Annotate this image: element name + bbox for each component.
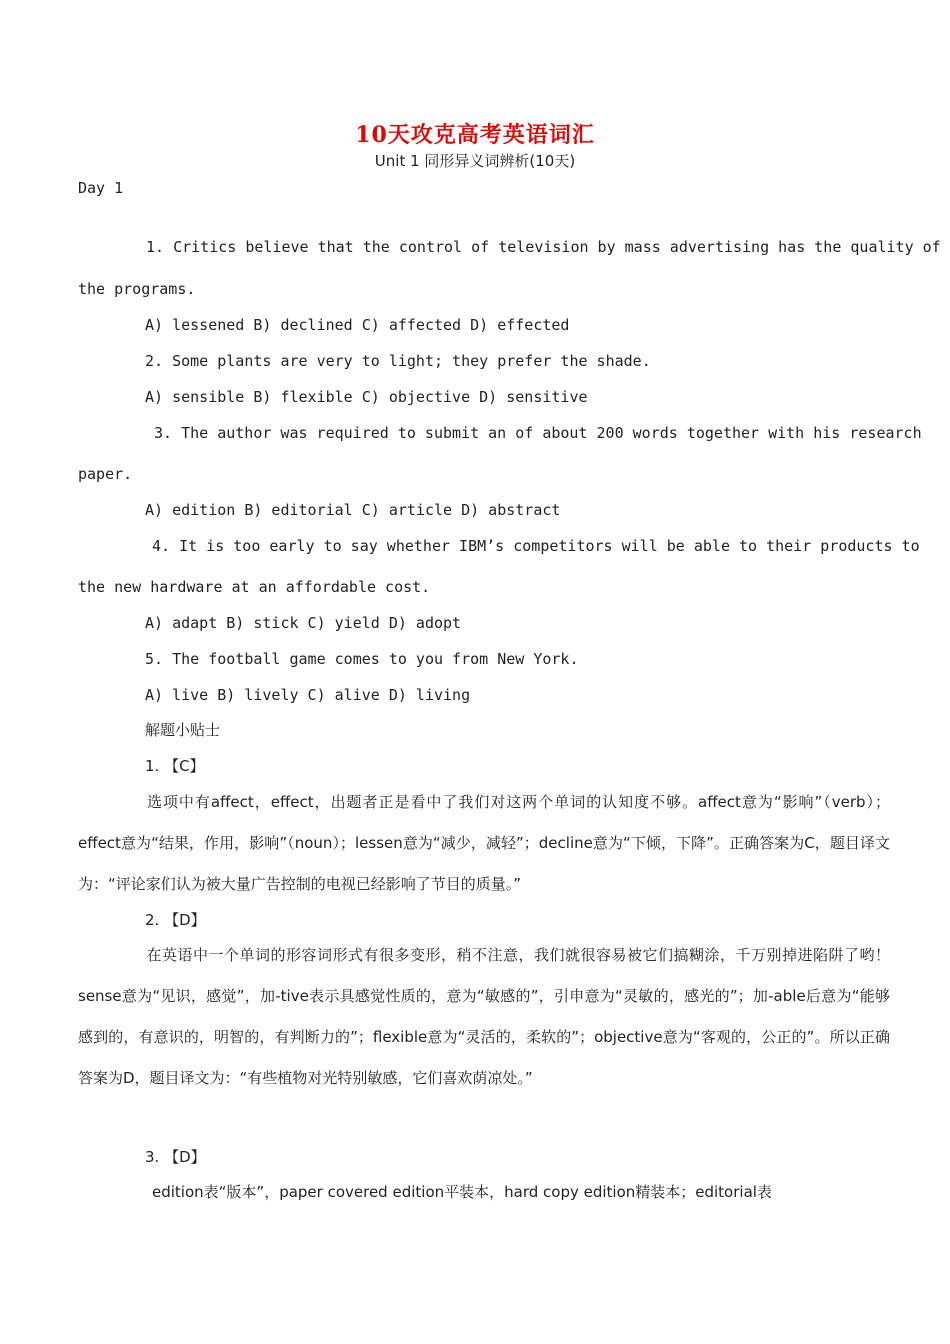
question-3-stem: 3. The author was required to submit an of about 200 words together with his research [154, 424, 922, 442]
question-1-options: A) lessened B) declined C) affected D) effected [145, 316, 570, 334]
document-subtitle: Unit 1 同形异义词辨析(10天) [374, 152, 576, 170]
question-5-stem: 5. The football game comes to you from New York. [145, 650, 579, 668]
question-1-stem: 1. Critics believe that the control of television by mass advertising has the quality of [146, 238, 941, 256]
question-3-stem-cont: paper. [78, 465, 133, 483]
question-2-options: A) sensible B) flexible C) objective D) sensitive [145, 388, 588, 406]
tips-heading: 解题小贴士 [145, 721, 221, 739]
question-4-stem-cont: the new hardware at an affordable cost. [78, 578, 431, 596]
question-3-options: A) edition B) editorial C) article D) abstract [145, 501, 561, 519]
answer-3-text: edition表“版本”，paper covered edition平装本，hard copy edition精装本；editorial表 [152, 1183, 772, 1201]
question-5-options: A) live B) lively C) alive D) living [145, 686, 471, 704]
answer-2-label: 2. 【D】 [145, 911, 206, 929]
answer-1-text: 选项中有affect，effect，出题者正是看中了我们对这两个单词的认知度不够。affect意为“影响”（verb）；effect意为“结果，作用，影响”（noun）；lessen意为“减少，减轻”；decline意为“下倾，下降”。正确答案为C，题目译文为：“评论家们认为被大量广告控制的电视已经影响了节目的质量。” [78, 793, 890, 893]
answer-1-label: 1. 【C】 [145, 757, 205, 775]
question-4-stem: 4. It is too early to say whether IBM’s competitors will be able to their products to [152, 537, 920, 555]
answer-1-explanation [78, 782, 890, 905]
document-title: 10天攻克高考英语词汇 [355, 122, 595, 148]
answer-3-explanation [78, 1172, 890, 1213]
question-4-options: A) adapt B) stick C) yield D) adopt [145, 614, 462, 632]
answer-2-text: 在英语中一个单词的形容词形式有很多变形，稍不注意，我们就很容易被它们搞糊涂，千万别掉进陷阱了哟！sense意为“见识，感觉”，加-tive表示具感觉性质的，意为“敏感的”，引申意为“灵敏的，感光的”；加-able后意为“能够感到的，有意识的，明智的，有判断力的”；flexible意为“灵活的，柔软的”；objective意为“客观的，公正的”。所以正确答案为D，题目译文为：“有些植物对光特别敏感，它们喜欢荫凉处。” [78, 946, 890, 1087]
answer-2-explanation [78, 935, 890, 1099]
question-2-stem: 2. Some plants are very to light; they prefer the shade. [145, 352, 651, 370]
day-label: Day 1 [78, 179, 124, 197]
answer-3-label: 3. 【D】 [145, 1148, 206, 1166]
question-1-stem-cont: the programs. [78, 280, 196, 298]
